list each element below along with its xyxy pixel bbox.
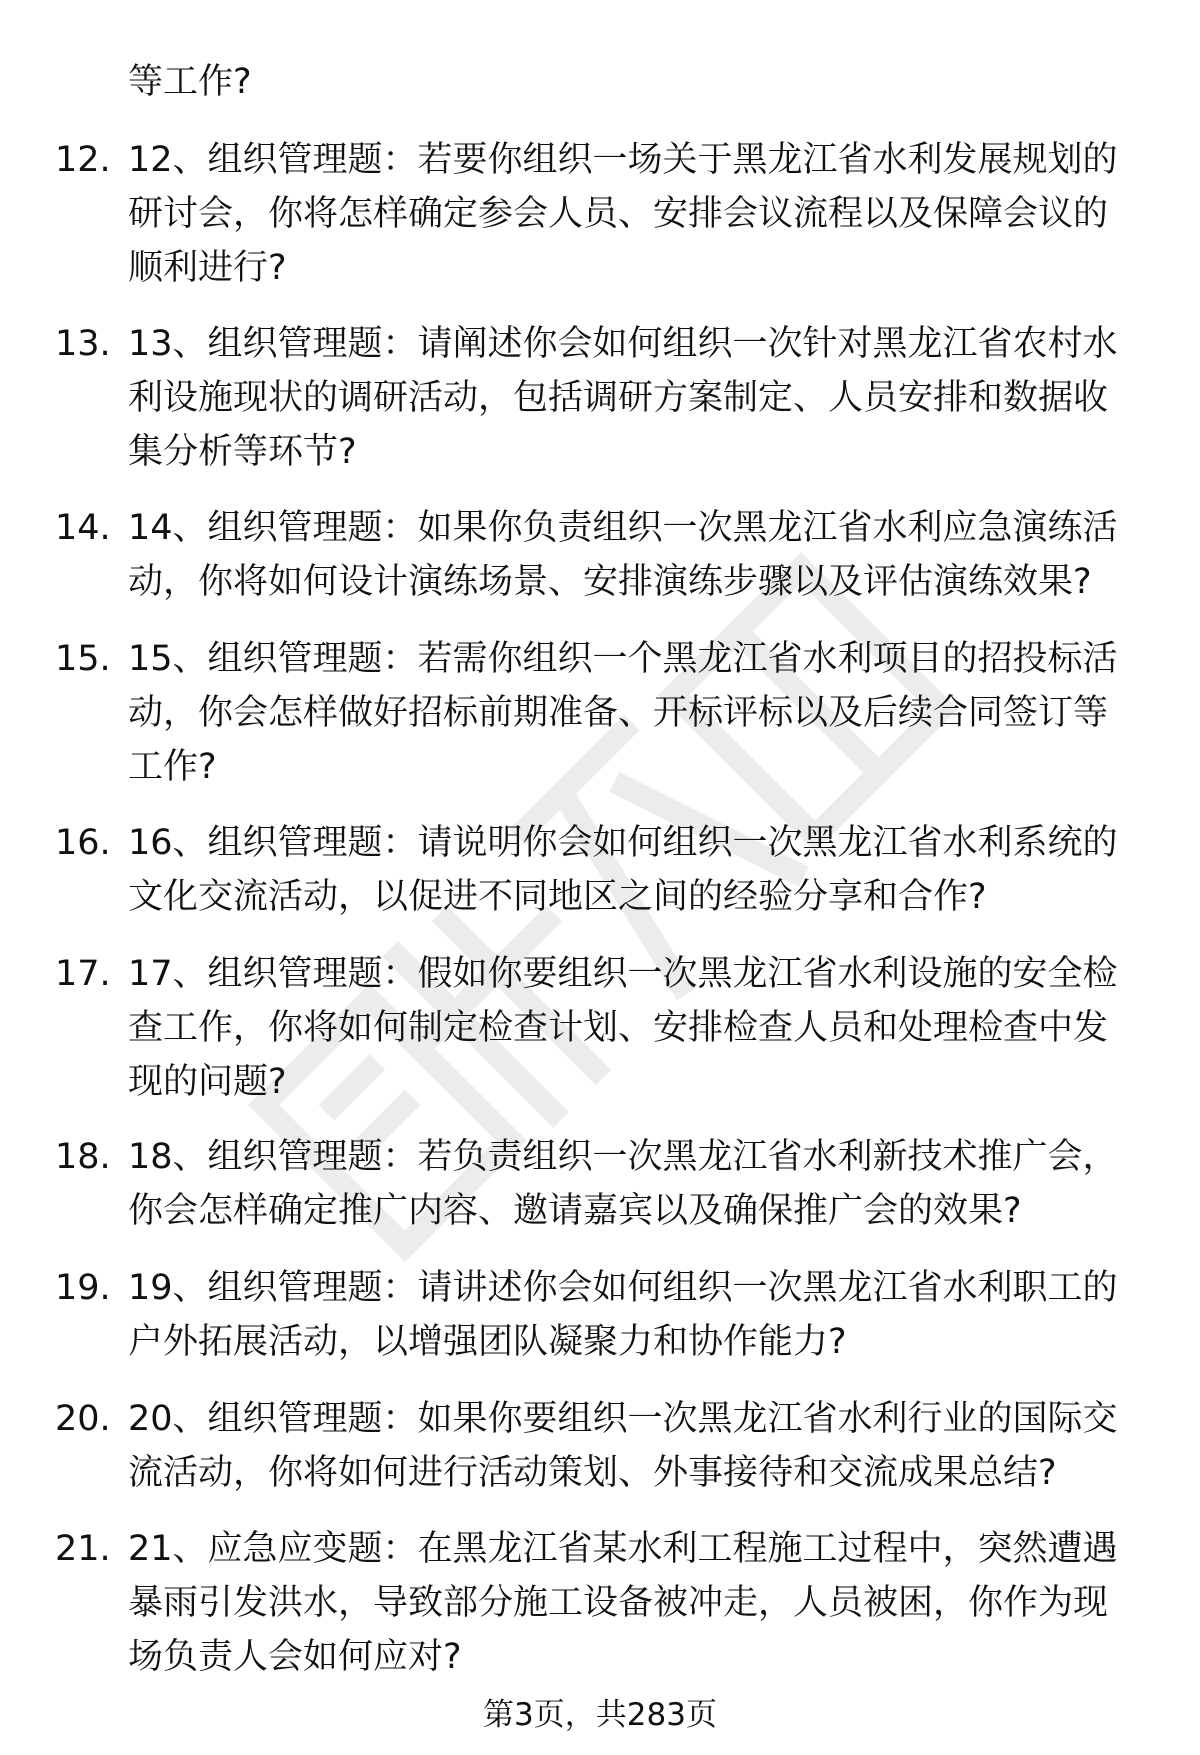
item-line: 16、组织管理题：请说明你会如何组织一次黑龙江省水利系统的 — [128, 823, 1118, 863]
item-text — [128, 816, 1158, 924]
item-line: 13、组织管理题：请阐述你会如何组织一次针对黑龙江省农村水 — [128, 324, 1118, 364]
item-line: 工作? — [128, 747, 217, 787]
item-line: 15、组织管理题：若需你组织一个黑龙江省水利项目的招投标活 — [128, 639, 1118, 679]
item-line: 场负责人会如何应对? — [128, 1637, 462, 1677]
item-text — [128, 1392, 1158, 1500]
page-footer: 第3页，共283页 — [483, 1697, 717, 1733]
item-number: 12. — [55, 140, 111, 180]
item-number: 13. — [55, 324, 111, 364]
item-text — [128, 632, 1158, 794]
item-line: 暴雨引发洪水，导致部分施工设备被冲走，人员被困，你作为现 — [128, 1583, 1109, 1623]
item-number: 21. — [55, 1529, 111, 1569]
item-text — [128, 317, 1158, 479]
item-line: 研讨会，你将怎样确定参会人员、安排会议流程以及保障会议的 — [128, 194, 1109, 234]
item-text — [128, 1130, 1158, 1238]
item-line: 现的问题? — [128, 1062, 287, 1102]
item-line: 集分析等环节? — [128, 432, 357, 472]
item-number: 18. — [55, 1137, 111, 1177]
item-text — [128, 501, 1158, 609]
item-number: 20. — [55, 1399, 111, 1439]
item-line: 动，你将如何设计演练场景、安排演练步骤以及评估演练效果? — [128, 562, 1092, 602]
item-text — [128, 1522, 1158, 1684]
item-number: 16. — [55, 823, 111, 863]
item-line: 查工作，你将如何制定检查计划、安排检查人员和处理检查中发 — [128, 1008, 1109, 1048]
item-line: 流活动，你将如何进行活动策划、外事接待和交流成果总结? — [128, 1453, 1057, 1493]
item-line: 动，你会怎样做好招标前期准备、开标评标以及后续合同签订等 — [128, 693, 1109, 733]
item-line: 你会怎样确定推广内容、邀请嘉宾以及确保推广会的效果? — [128, 1191, 1022, 1231]
item-line: 12、组织管理题：若要你组织一场关于黑龙江省水利发展规划的 — [128, 140, 1118, 180]
item-line: 18、组织管理题：若负责组织一次黑龙江省水利新技术推广会， — [128, 1137, 1118, 1177]
item-text — [128, 947, 1158, 1109]
item-line: 顺利进行? — [128, 248, 287, 288]
item-line: 户外拓展活动，以增强团队凝聚力和协作能力? — [128, 1322, 847, 1362]
item-text — [128, 133, 1158, 295]
item-line: 利设施现状的调研活动，包括调研方案制定、人员安排和数据收 — [128, 378, 1109, 418]
item-number: 15. — [55, 639, 111, 679]
item-text — [128, 1261, 1158, 1369]
item-line: 20、组织管理题：如果你要组织一次黑龙江省水利行业的国际交 — [128, 1399, 1118, 1439]
item-number: 19. — [55, 1268, 111, 1308]
item-line: 文化交流活动，以促进不同地区之间的经验分享和合作? — [128, 877, 987, 917]
item-line: 19、组织管理题：请讲述你会如何组织一次黑龙江省水利职工的 — [128, 1268, 1118, 1308]
item-number: 14. — [55, 508, 111, 548]
item-line: 21、应急应变题：在黑龙江省某水利工程施工过程中，突然遭遇 — [128, 1529, 1118, 1569]
item-line: 14、组织管理题：如果你负责组织一次黑龙江省水利应急演练活 — [128, 508, 1118, 548]
item-line: 17、组织管理题：假如你要组织一次黑龙江省水利设施的安全检 — [128, 954, 1118, 994]
continuation-line: 等工作? — [128, 62, 252, 102]
item-number: 17. — [55, 954, 111, 994]
